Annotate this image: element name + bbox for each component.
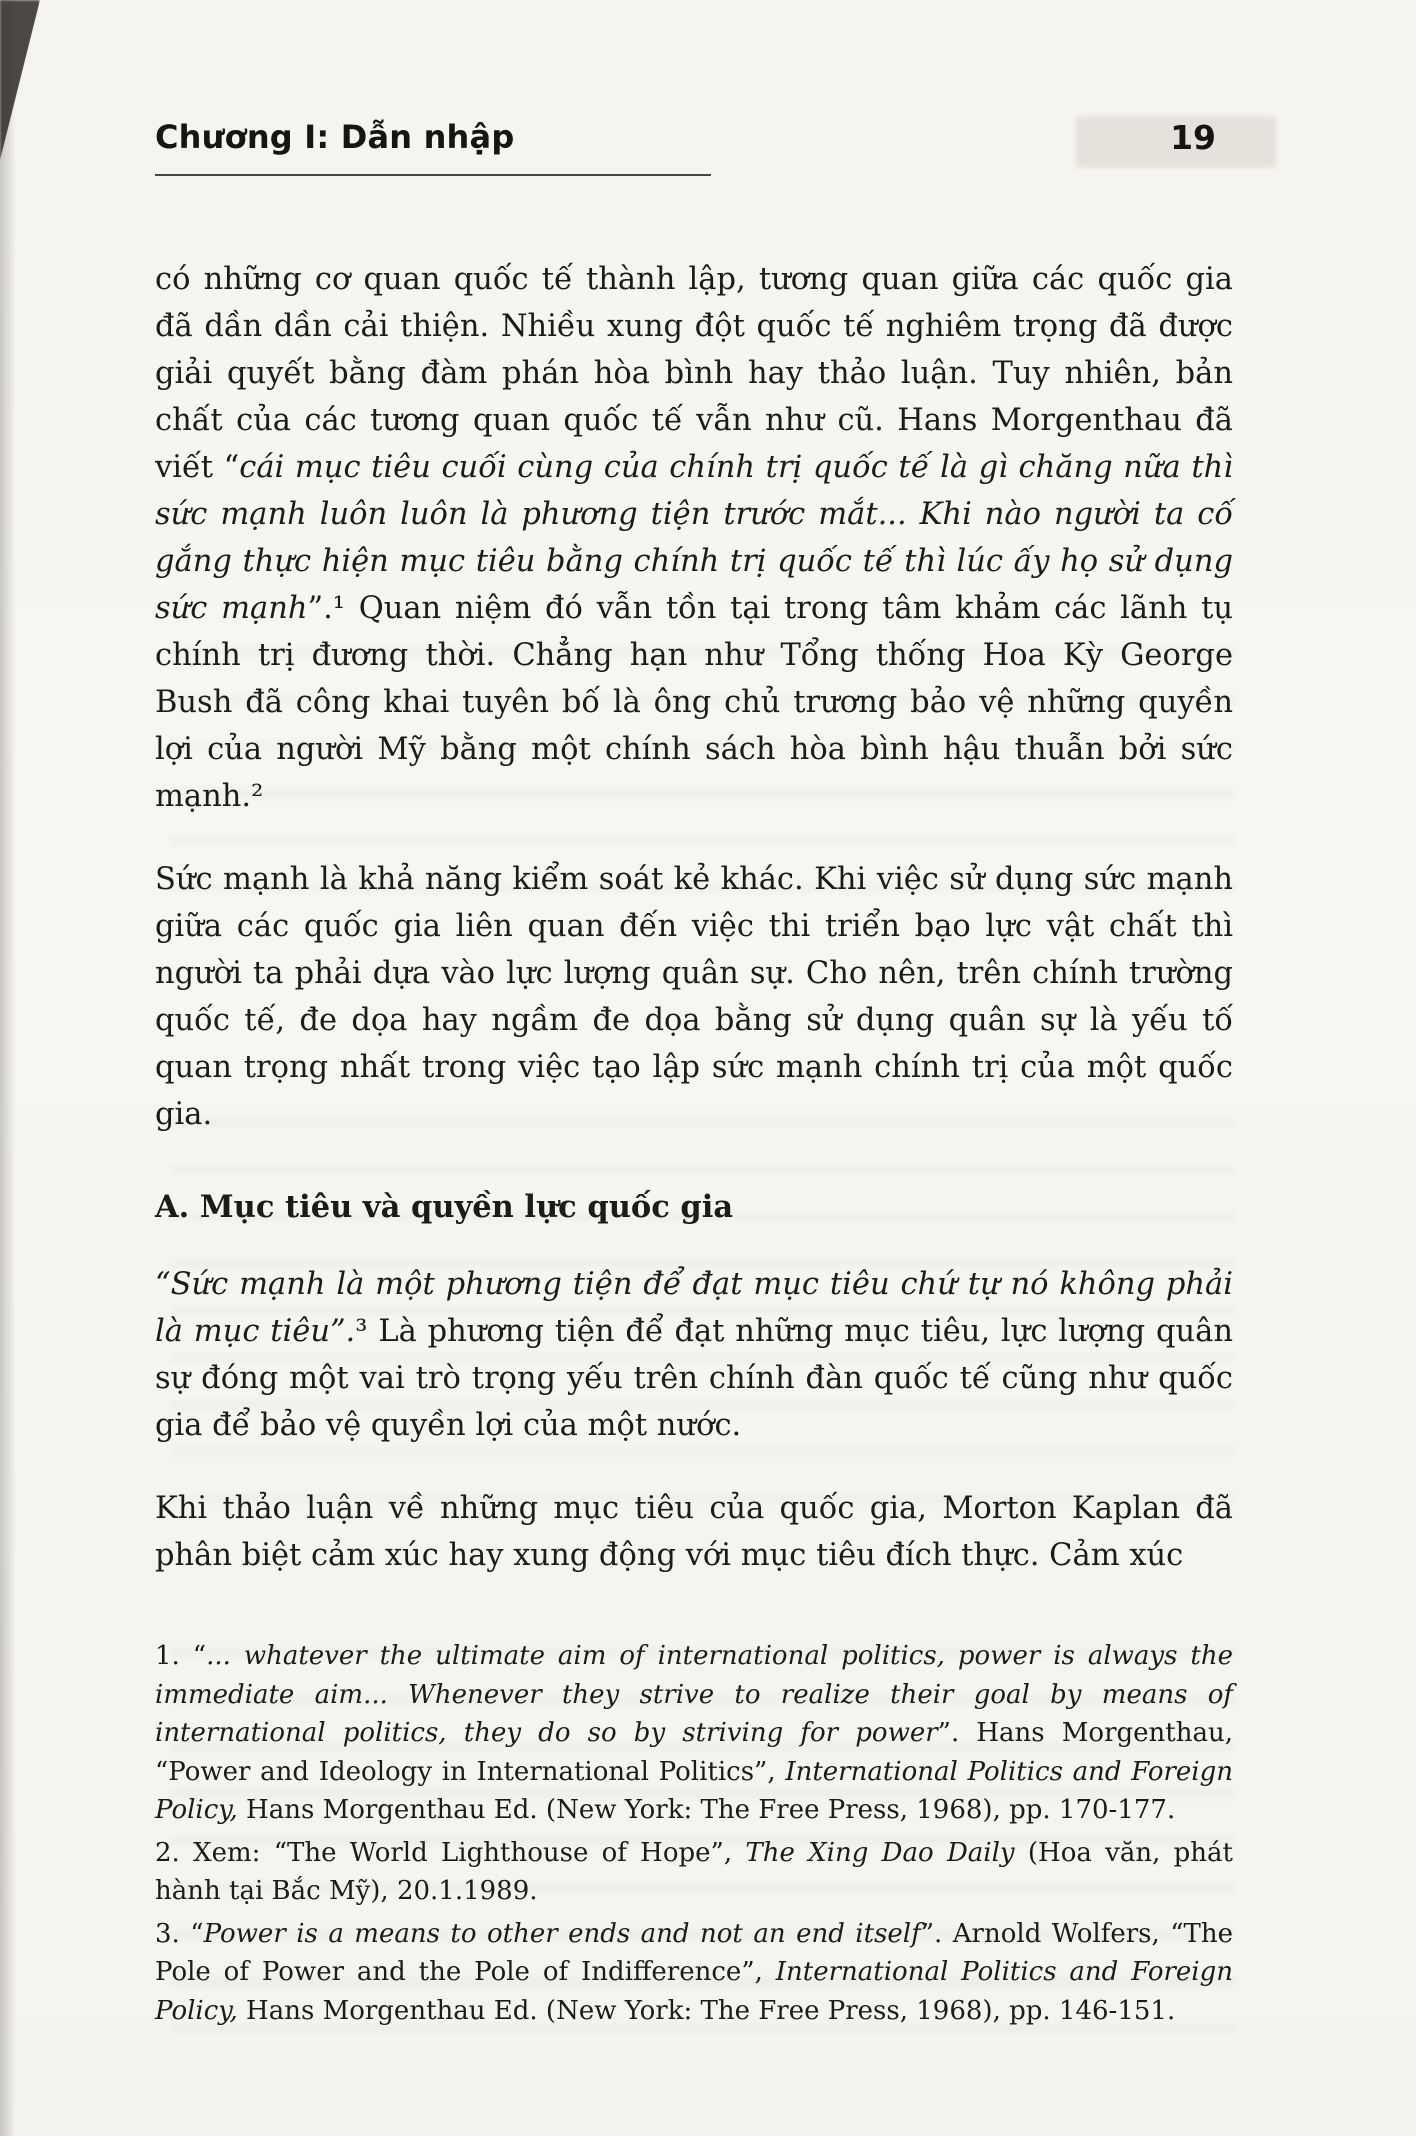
chapter-title: Chương I: Dẫn nhập [155, 118, 515, 156]
scan-edge-shadow [0, 0, 16, 2136]
section-heading: A. Mục tiêu và quyền lực quốc gia [155, 1189, 734, 1225]
text-block [155, 256, 1233, 2034]
scan-corner-artifact [0, 0, 40, 160]
header-rule [155, 174, 711, 176]
footnote: 2. Xem: “The World Lighthouse of Hope”, The Xing Dao Daily (Hoa văn, phát hành tại Bắc Mỹ), 20.1.1989. [155, 1837, 1233, 1906]
running-header [155, 118, 1246, 157]
page-number: 19 [1170, 118, 1216, 157]
footnotes-block [155, 1637, 1233, 2030]
body-paragraph: “Sức mạnh là một phương tiện để đạt mục tiêu chứ tự nó không phải là mục tiêu”.³ Là phương tiện để đạt những mục tiêu, lực lượng quân sự đóng một vai trò trọng yếu trên chính đàn quốc tế cũng như quốc gia để bảo vệ quyền lợi của một nước. [155, 1267, 1234, 1443]
footnote: 1. “... whatever the ultimate aim of international politics, power is always the immediate aim... Whenever they strive to realize their goal by means of international politics, they do so by striving for power”. Hans Morgenthau, “Power and Ideology in International Politics”, International Politics and Foreign Policy, Hans Morgenthau Ed. (New York: The Free Press, 1968), pp. 170-177. [155, 1641, 1234, 1825]
body-paragraph: có những cơ quan quốc tế thành lập, tương quan giữa các quốc gia đã dần dần cải thiện. Nhiều xung đột quốc tế nghiêm trọng đã được giải quyết bằng đàm phán hòa bình hay thảo luận. Tuy nhiên, bản chất của các tương quan quốc tế vẫn như cũ. Hans Morgenthau đã viết “cái mục tiêu cuối cùng của chính trị quốc tế là gì chăng nữa thì sức mạnh luôn luôn là phương tiện trước mắt... Khi nào người ta cố gắng thực hiện mục tiêu bằng chính trị quốc tế thì lúc ấy họ sử dụng sức mạnh”.¹ Quan niệm đó vẫn tồn tại trong tâm khảm các lãnh tụ chính trị đương thời. Chẳng hạn như Tổng thống Hoa Kỳ George Bush đã công khai tuyên bố là ông chủ trương bảo vệ những quyền lợi của người Mỹ bằng một chính sách hòa bình hậu thuẫn bởi sức mạnh.² [155, 262, 1233, 814]
footnote: 3. “Power is a means to other ends and not an end itself”. Arnold Wolfers, “The Pole of Power and the Pole of Indifference”, International Politics and Foreign Policy, Hans Morgenthau Ed. (New York: The Free Press, 1968), pp. 146-151. [155, 1918, 1234, 2026]
body-paragraph: Sức mạnh là khả năng kiểm soát kẻ khác. Khi việc sử dụng sức mạnh giữa các quốc gia liên quan đến việc thi triển bạo lực vật chất thì người ta phải dựa vào lực lượng quân sự. Cho nên, trên chính trường quốc tế, đe dọa hay ngầm đe dọa bằng sử dụng quân sự là yếu tố quan trọng nhất trong việc tạo lập sức mạnh chính trị của một quốc gia. [155, 862, 1233, 1132]
body-paragraph: Khi thảo luận về những mục tiêu của quốc gia, Morton Kaplan đã phân biệt cảm xúc hay xung động với mục tiêu đích thực. Cảm xúc [155, 1491, 1233, 1573]
